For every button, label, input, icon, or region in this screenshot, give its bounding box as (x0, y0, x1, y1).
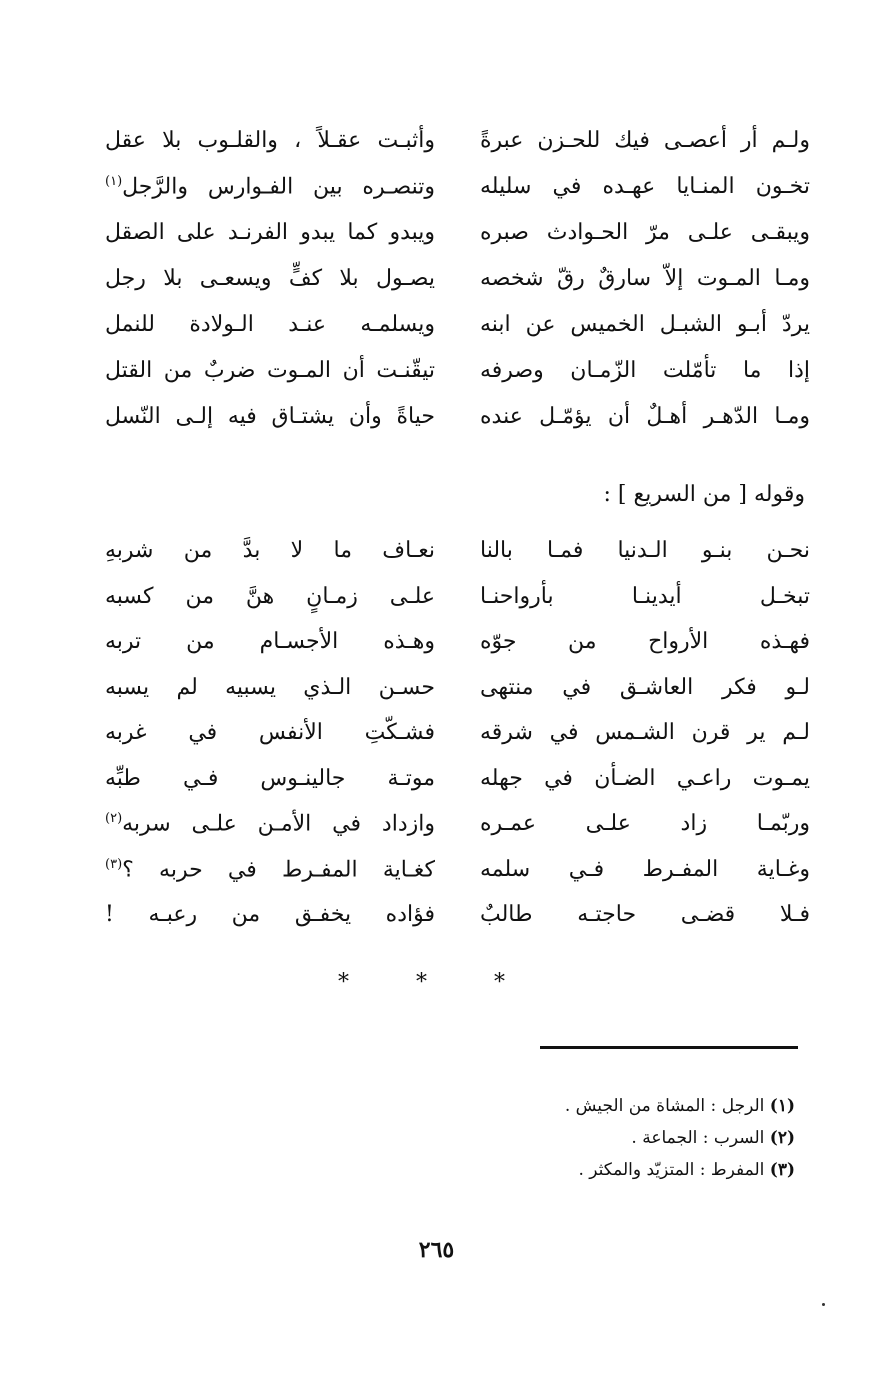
verse-second-hemistich (105, 538, 435, 564)
verse-second-hemistich (105, 404, 435, 430)
verse-line (105, 629, 810, 675)
verse-second-hemistich (105, 629, 435, 655)
verse-first-hemistich: وغـاية المفـرط فـي سلمه (480, 856, 810, 882)
verse-second-hemistich (105, 857, 435, 884)
verse-first-hemistich: تخـون المنـايا عهـده في سليله (480, 174, 810, 200)
hemistich-text: فشـكّتِ الأنفس في غربه (105, 720, 435, 745)
verse-line (105, 220, 810, 266)
verse-line (105, 128, 810, 174)
hemistich-text: وأثبـت عقـلاً ، والقلـوب بلا عقل (105, 128, 435, 153)
hemistich-text: وازداد في الأمـن علـى سربه (122, 811, 435, 837)
footnote-number: (١) (769, 1096, 795, 1116)
hemistich-text: حسـن الـذي يسبيه لم يسبه (105, 674, 435, 700)
page-number: ٢٦٥ (418, 1237, 455, 1263)
verse-second-hemistich (105, 766, 435, 792)
footnote-reference[interactable]: (١) (105, 174, 123, 189)
verse-first-hemistich: نحـن بنـو الـدنيا فمـا بالنا (480, 538, 810, 563)
verse-line (105, 675, 810, 721)
verse-second-hemistich (105, 358, 435, 384)
verse-first-hemistich: يردّ أبـو الشبـل الخميس عن ابنه (480, 312, 810, 337)
hemistich-text: تيقّنـت أن المـوت ضربٌ من القتل (105, 358, 435, 383)
verse-first-hemistich: لـو فكر العاشـق في منتهى (480, 674, 810, 700)
hemistich-text: يصـول بلا كفٍّ ويسعـى بلا رجل (105, 266, 435, 291)
verse-line (105, 174, 810, 220)
footnote-text: المفرط : المتزيّد والمكثر . (578, 1160, 765, 1180)
verse-first-hemistich: وربّمـا زاد علـى عمـره (480, 811, 810, 837)
hemistich-text: علـى زمـانٍ هنَّ من كسبه (105, 583, 435, 609)
verse-second-hemistich (105, 720, 435, 746)
footnote-reference[interactable]: (٢) (105, 811, 123, 826)
verse-line (105, 811, 810, 857)
footnote-item (565, 1122, 795, 1154)
verse-line (105, 902, 810, 948)
footnote-text: السرب : الجماعة . (631, 1128, 765, 1148)
hemistich-text: ويبدو كما يبدو الفرنـد على الصقل (105, 220, 435, 245)
verse-first-hemistich: ويبقـى علـى مرّ الحـوادث صبره (480, 220, 810, 245)
verse-first-hemistich: ومـا الدّهـر أهـلٌ أن يؤمّـل عنده (480, 404, 810, 429)
verse-second-hemistich (105, 220, 435, 246)
footnote-number: (٣) (769, 1160, 795, 1180)
verse-line (105, 538, 810, 584)
verse-line (105, 857, 810, 903)
poem-first (105, 128, 810, 450)
verse-second-hemistich (105, 902, 435, 928)
verse-first-hemistich: ومـا المـوت إلاّ سارقٌ رقّ شخصه (480, 266, 810, 291)
verse-line (105, 266, 810, 312)
hemistich-text: موتـة جالينـوس فـي طبِّه (105, 765, 435, 791)
footnote-rule (540, 1046, 798, 1049)
verse-second-hemistich (105, 312, 435, 338)
verse-line (105, 404, 810, 450)
verse-second-hemistich (105, 811, 435, 838)
verse-second-hemistich (105, 266, 435, 292)
verse-second-hemistich (105, 128, 435, 154)
verse-first-hemistich: ولـم أر أعصـى فيك للحـزن عبرةً (480, 128, 810, 153)
verse-second-hemistich (105, 584, 435, 610)
hemistich-text: وتنصـره بين الفـوارس والرَّجل (122, 174, 435, 200)
hemistich-text: فؤاده يخفـق من رعبـه ! (105, 902, 435, 927)
hemistich-text: ويسلمـه عنـد الـولادة للنمل (105, 312, 435, 337)
footnote-number: (٢) (769, 1128, 795, 1148)
verse-second-hemistich (105, 174, 435, 201)
verse-first-hemistich: فهـذه الأرواح من جوّه (480, 629, 810, 654)
speck-mark (822, 1303, 825, 1306)
poem-second (105, 538, 810, 948)
footnote-reference[interactable]: (٣) (105, 856, 123, 872)
verse-line (105, 358, 810, 404)
hemistich-text: كغـاية المفـرط في حربه ؟ (122, 856, 435, 882)
section-divider: * * * (338, 970, 535, 995)
footnote-item (565, 1154, 795, 1186)
hemistich-text: وهـذه الأجسـام من تربه (105, 629, 435, 654)
poem-intro: وقوله [ من السريع ] : (603, 482, 805, 507)
verse-line (105, 720, 810, 766)
footnotes (565, 1090, 795, 1186)
verse-first-hemistich: تبخـل أيدينـا بأرواحنـا (480, 583, 810, 609)
verse-first-hemistich: فـلا قضـى حاجتـه طالبٌ (480, 902, 810, 927)
footnote-item (565, 1090, 795, 1122)
footnote-text: الرجل : المشاة من الجيش . (564, 1096, 765, 1116)
verse-line (105, 766, 810, 812)
verse-first-hemistich: يمـوت راعـي الضـأن في جهله (480, 765, 810, 791)
hemistich-text: حياةً وأن يشتـاق فيه إلـى النّسل (105, 404, 435, 429)
verse-line (105, 584, 810, 630)
verse-first-hemistich: إذا ما تأمّلت الزّمـان وصرفه (480, 358, 810, 383)
verse-second-hemistich (105, 675, 435, 701)
verse-first-hemistich: لـم ير قرن الشـمس في شرقه (480, 720, 810, 745)
hemistich-text: نعـاف ما لا بدَّ من شربهِ (105, 538, 435, 563)
verse-line (105, 312, 810, 358)
